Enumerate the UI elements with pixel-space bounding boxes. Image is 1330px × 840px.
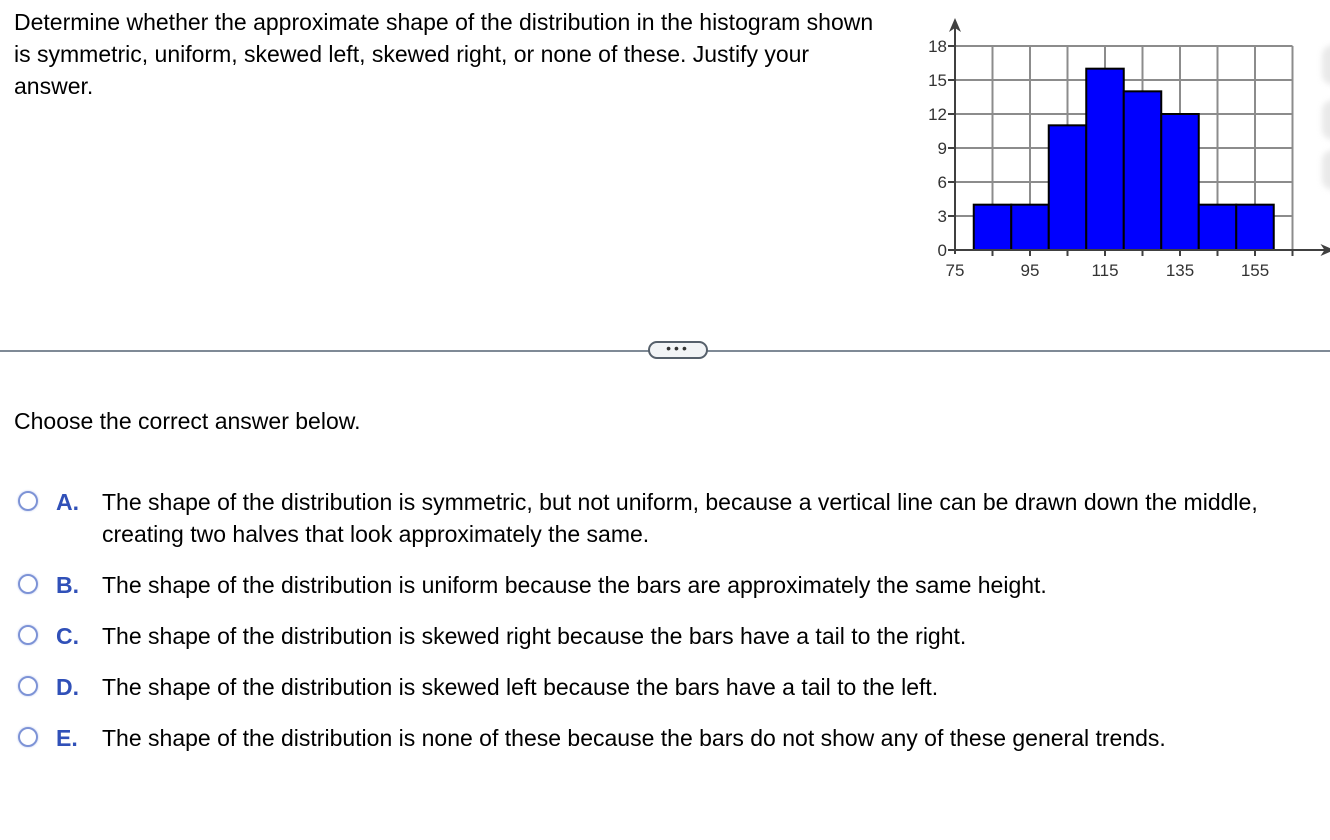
svg-text:15: 15	[928, 71, 947, 90]
svg-text:0: 0	[937, 241, 947, 260]
radio-button-c[interactable]	[18, 625, 38, 645]
svg-text:9: 9	[937, 139, 947, 158]
histogram-chart	[910, 10, 1330, 290]
svg-text:12: 12	[928, 105, 947, 124]
svg-text:135: 135	[1165, 261, 1195, 280]
option-a[interactable]	[18, 486, 1328, 550]
option-text: The shape of the distribution is uniform because the bars are approximately the same height.	[102, 572, 1047, 598]
radio-button-b[interactable]	[18, 574, 38, 594]
svg-text:95: 95	[1020, 261, 1040, 280]
chart-bars	[974, 69, 1274, 250]
side-tab-3[interactable]	[1322, 150, 1330, 190]
option-text: The shape of the distribution is none of these because the bars do not show any of these general trends.	[102, 725, 1166, 751]
answer-options	[18, 486, 1328, 773]
option-letter: C.	[56, 623, 79, 649]
option-letter: E.	[56, 725, 78, 751]
option-b[interactable]	[18, 569, 1328, 601]
option-text: The shape of the distribution is symmetric, but not uniform, because a vertical line can be drawn down the middle, creating two halves that look approximately the same.	[102, 489, 1258, 547]
radio-button-e[interactable]	[18, 727, 38, 747]
option-letter: B.	[56, 572, 79, 598]
svg-text:3: 3	[937, 207, 947, 226]
expand-more-button[interactable]	[648, 341, 708, 359]
option-text: The shape of the distribution is skewed right because the bars have a tail to the right.	[102, 623, 967, 649]
option-letter: A.	[56, 489, 79, 515]
svg-text:155: 155	[1240, 261, 1270, 280]
svg-text:18: 18	[928, 37, 947, 56]
option-letter: D.	[56, 674, 79, 700]
option-d[interactable]	[18, 671, 1328, 703]
svg-text:6: 6	[937, 173, 947, 192]
option-text: The shape of the distribution is skewed left because the bars have a tail to the left.	[102, 674, 939, 700]
question-text: Determine whether the approximate shape of the distribution in the histogram shown is symmetric, uniform, skewed left, skewed right, or none of these. Justify your answer.	[14, 9, 874, 99]
side-tab-1[interactable]	[1322, 45, 1330, 85]
radio-button-d[interactable]	[18, 676, 38, 696]
option-e[interactable]	[18, 722, 1328, 754]
svg-text:75: 75	[945, 261, 965, 280]
answer-prompt: Choose the correct answer below.	[14, 408, 361, 434]
ellipsis-icon: •••	[666, 340, 690, 356]
radio-button-a[interactable]	[18, 491, 38, 511]
option-c[interactable]	[18, 620, 1328, 652]
side-tab-2[interactable]	[1322, 100, 1330, 140]
svg-text:115: 115	[1091, 261, 1119, 280]
